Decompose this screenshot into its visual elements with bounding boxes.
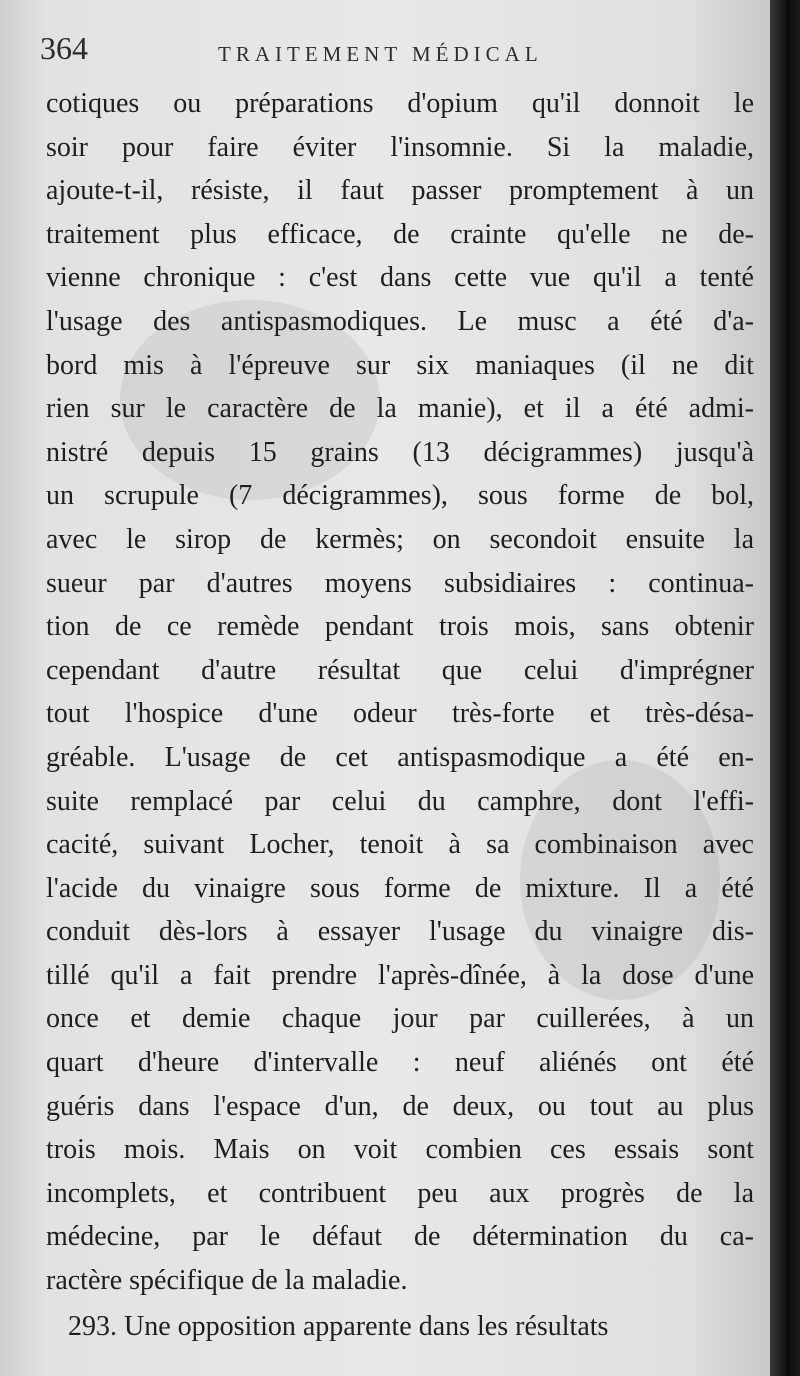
- text-line: conduit dès-lors à essayer l'usage du vinaigre dis-: [46, 916, 754, 948]
- body-text: [46, 82, 754, 1348]
- text-line: cacité, suivant Locher, tenoit à sa combinaison avec: [46, 829, 754, 861]
- text-line: tion de ce remède pendant trois mois, sans obtenir: [46, 611, 754, 643]
- text-line: tout l'hospice d'une odeur très-forte et très-désa-: [46, 698, 754, 730]
- text-line: tillé qu'il a fait prendre l'après-dînée, à la dose d'une: [46, 959, 754, 991]
- text-line: guéris dans l'espace d'un, de deux, ou tout au plus: [46, 1090, 754, 1122]
- text-line: soir pour faire éviter l'insomnie. Si la maladie,: [46, 131, 754, 163]
- scan-border: [770, 0, 800, 1376]
- text-line: incomplets, et contribuent peu aux progrès de la: [46, 1177, 754, 1209]
- text-line: bord mis à l'épreuve sur six maniaques (il ne dit: [46, 349, 754, 381]
- text-line: l'acide du vinaigre sous forme de mixture. Il a été: [46, 872, 754, 904]
- text-line: médecine, par le défaut de détermination du ca-: [46, 1221, 754, 1253]
- text-line: cependant d'autre résultat que celui d'imprégner: [46, 654, 754, 686]
- text-line: once et demie chaque jour par cuillerées, à un: [46, 1003, 754, 1035]
- text-line: rien sur le caractère de la manie), et il a été admi-: [46, 393, 754, 425]
- page-header: [38, 30, 758, 74]
- text-line: avec le sirop de kermès; on secondoit ensuite la: [46, 523, 754, 555]
- paragraph-start-line: 293. Une opposition apparente dans les résultats: [68, 1310, 609, 1342]
- text-line: nistré depuis 15 grains (13 décigrammes) jusqu'à: [46, 436, 754, 468]
- text-line: quart d'heure d'intervalle : neuf aliénés ont été: [46, 1047, 754, 1079]
- text-line: trois mois. Mais on voit combien ces essais sont: [46, 1134, 754, 1166]
- text-line: gréable. L'usage de cet antispasmodique a été en-: [46, 741, 754, 773]
- text-line: ractère spécifique de la maladie.: [46, 1265, 408, 1297]
- text-line: vienne chronique : c'est dans cette vue qu'il a tenté: [46, 262, 754, 294]
- text-line: l'usage des antispasmodiques. Le musc a été d'a-: [46, 305, 754, 337]
- text-line: traitement plus efficace, de crainte qu'elle ne de-: [46, 218, 754, 250]
- text-line: suite remplacé par celui du camphre, dont l'effi-: [46, 785, 754, 817]
- text-line: sueur par d'autres moyens subsidiaires : continua-: [46, 567, 754, 599]
- page-number: 364: [40, 30, 88, 66]
- text-line: ajoute-t-il, résiste, il faut passer promptement à un: [46, 175, 754, 207]
- running-head: TRAITEMENT MÉDICAL: [218, 42, 543, 66]
- text-line: cotiques ou préparations d'opium qu'il donnoit le: [46, 88, 754, 119]
- text-line: un scrupule (7 décigrammes), sous forme de bol,: [46, 480, 754, 512]
